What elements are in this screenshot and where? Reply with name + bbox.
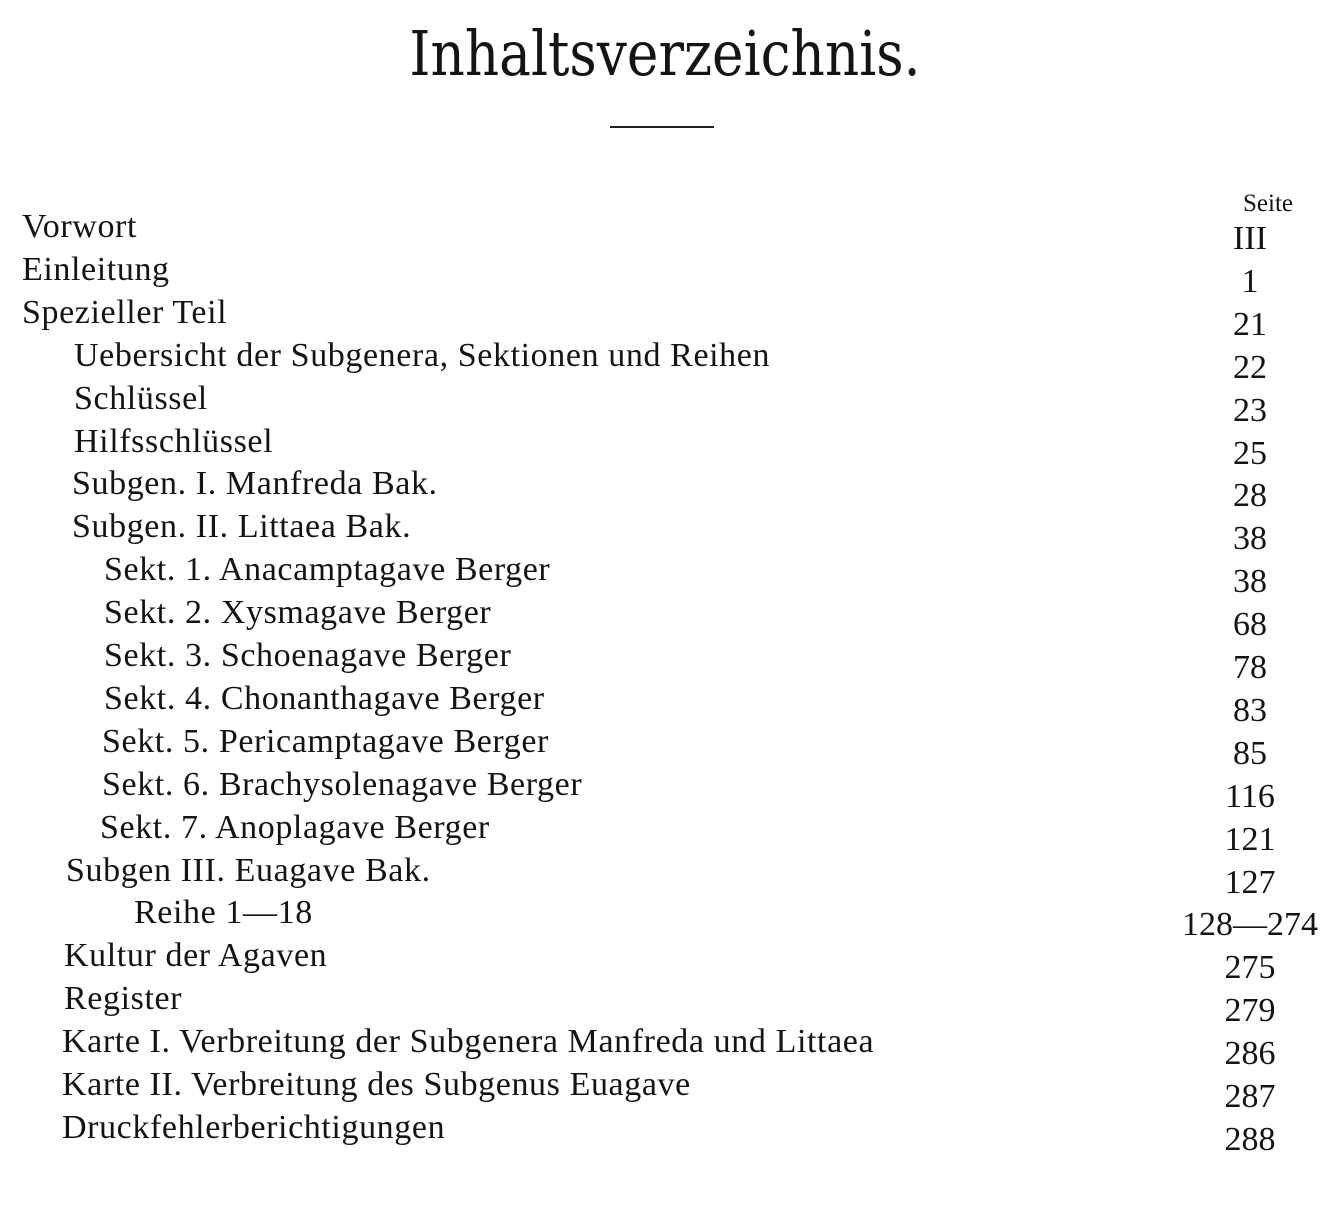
toc-entry-page: 279 <box>1224 992 1276 1030</box>
toc-entry-label: Spezieller Teil <box>22 293 228 331</box>
toc-entry-uebersicht <box>0 334 1340 386</box>
leader-dots <box>145 205 1150 248</box>
toc-entry-label: Sekt. 7. Anoplagave Berger <box>100 808 490 846</box>
toc-entry-page: 78 <box>1233 649 1267 686</box>
toc-entry-label: Reihe 1—18 <box>134 894 313 932</box>
toc-entry-label: Subgen. I. Manfreda Bak. <box>72 465 438 503</box>
toc-entry-page: 22 <box>1233 348 1267 386</box>
leader-dots <box>498 806 1150 849</box>
leader-dots <box>281 420 1150 463</box>
toc-entry-druckfehler <box>0 1106 1340 1158</box>
toc-entry-label: Hilfsschlüssel <box>74 422 274 460</box>
leader-dots <box>446 462 1150 505</box>
leader-dots <box>499 591 1150 634</box>
toc-entry-sekt-1 <box>0 548 1340 601</box>
toc-entry-sekt-4 <box>0 677 1340 729</box>
toc-entry-label: Einleitung <box>22 250 170 288</box>
leader-dots <box>335 934 1150 977</box>
page-title: Inhaltsverzeichnis. <box>409 17 921 90</box>
toc-entry-sekt-7 <box>0 806 1340 858</box>
toc-entry-label: Sekt. 1. Anacamptagave Berger <box>104 551 551 589</box>
toc-entry-page: 128—274 <box>1182 906 1318 944</box>
leader-dots <box>699 1063 1150 1106</box>
leader-dots <box>519 634 1150 677</box>
leader-dots <box>590 763 1150 806</box>
leader-dots <box>190 977 1150 1020</box>
toc-entry-page: 121 <box>1224 820 1276 858</box>
toc-entry-label: Kultur der Agaven <box>64 937 328 975</box>
toc-entry-page: 38 <box>1233 520 1267 558</box>
leader-dots <box>778 334 1150 377</box>
toc-entry-register <box>0 977 1340 1030</box>
toc-entry-page: III <box>1233 220 1267 257</box>
toc-entry-label: Vorwort <box>22 208 138 245</box>
leader-dots <box>216 377 1150 420</box>
leader-dots <box>419 505 1150 548</box>
toc-entry-label: Sekt. 4. Chonanthagave Berger <box>104 679 545 717</box>
toc-entry-page: 21 <box>1233 305 1267 343</box>
toc-entry-label: Karte II. Verbreitung des Subgenus Euagave <box>62 1066 691 1103</box>
toc-entry-hilfsschluessel <box>0 420 1340 472</box>
toc-entry-page: 1 <box>1241 262 1259 300</box>
toc-entry-reihe <box>0 891 1340 944</box>
leader-dots <box>235 291 1150 334</box>
leader-dots <box>321 891 1150 934</box>
toc-entry-vorwort <box>0 205 1340 257</box>
leader-dots <box>553 677 1150 720</box>
toc-entry-page: 286 <box>1224 1035 1276 1073</box>
toc-entry-label: Schlüssel <box>74 379 208 417</box>
toc-entry-page: 83 <box>1233 691 1267 729</box>
toc-entry-label: Druckfehlerberichtigungen <box>62 1108 446 1146</box>
toc-entry-label: Sekt. 6. Brachysolenagave Berger <box>102 765 583 803</box>
toc-entry-karte-2 <box>0 1063 1340 1115</box>
toc-entry-karte-1 <box>0 1020 1340 1073</box>
toc-entry-page: 23 <box>1233 391 1267 429</box>
toc-entry-page: 68 <box>1233 606 1267 644</box>
toc-entry-label: Subgen. II. Littaea Bak. <box>72 508 412 546</box>
toc-entry-spezieller-teil <box>0 291 1340 343</box>
leader-dots <box>439 849 1150 892</box>
toc-entry-subgen-2 <box>0 505 1340 558</box>
toc-entry-sekt-6 <box>0 763 1340 815</box>
toc-entry-sekt-3 <box>0 634 1340 686</box>
toc-entry-page: 28 <box>1233 477 1267 515</box>
toc-entry-page: 25 <box>1233 434 1267 472</box>
toc-entry-page: 85 <box>1233 734 1267 772</box>
toc-entry-label: Uebersicht der Subgenera, Sektionen und Reihen <box>74 336 771 374</box>
toc-entry-label: Sekt. 2. Xysmagave Berger <box>104 594 492 632</box>
toc-entry-subgen-1 <box>0 462 1340 515</box>
toc-entry-page: 116 <box>1225 777 1275 815</box>
toc-entry-subgen-3 <box>0 849 1340 901</box>
toc-entry-label: Karte I. Verbreitung der Subgenera Manfreda und Littaea <box>62 1023 875 1061</box>
leader-dots <box>178 248 1150 291</box>
toc-entry-page: 287 <box>1224 1078 1276 1115</box>
toc-entry-page: 127 <box>1224 863 1276 901</box>
leader-dots <box>453 1106 1150 1149</box>
toc-entry-label: Sekt. 3. Schoenagave Berger <box>104 637 512 674</box>
leader-dots <box>882 1020 1150 1063</box>
leader-dots <box>558 548 1150 591</box>
toc-entry-page: 288 <box>1224 1120 1276 1158</box>
toc-entry-sekt-5 <box>0 720 1340 772</box>
toc-entry-label: Sekt. 5. Pericamptagave Berger <box>102 722 549 760</box>
title-rule <box>610 126 714 128</box>
toc-entry-label: Register <box>64 980 183 1018</box>
leader-dots <box>557 720 1150 763</box>
page-column-label: Seite <box>1243 190 1293 217</box>
toc-entry-einleitung <box>0 248 1340 300</box>
toc-entry-schluessel <box>0 377 1340 429</box>
toc-entry-label: Subgen III. Euagave Bak. <box>66 851 431 889</box>
toc-entry-page: 275 <box>1224 949 1276 987</box>
toc-entry-page: 38 <box>1233 563 1267 601</box>
toc-entry-kultur <box>0 934 1340 987</box>
toc-entry-sekt-2 <box>0 591 1340 644</box>
